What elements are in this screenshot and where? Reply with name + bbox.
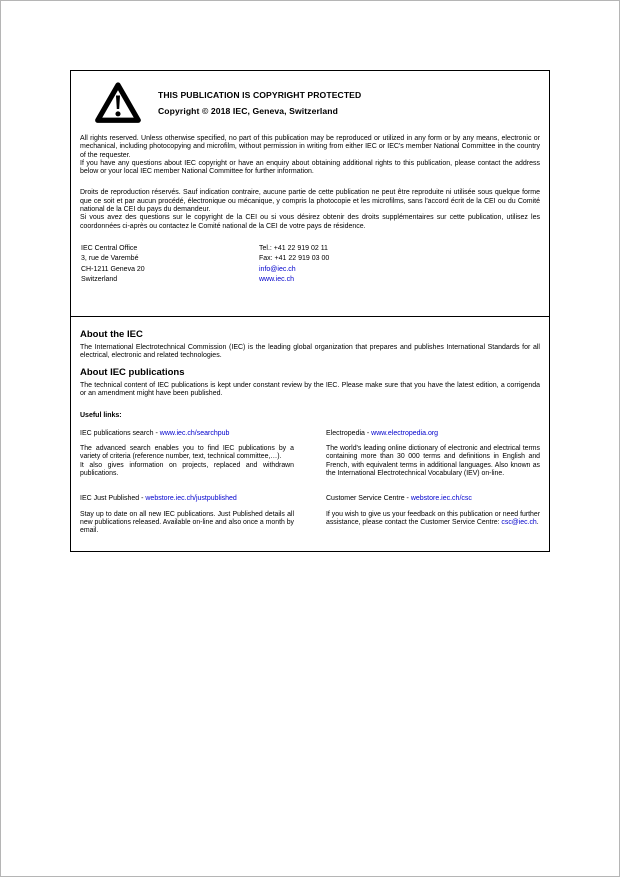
copyright-year-line: Copyright © 2018 IEC, Geneva, Switzerland xyxy=(158,106,338,116)
warning-icon xyxy=(94,81,142,125)
electropedia-link[interactable]: www.electropedia.org xyxy=(371,429,439,437)
useful-link-cell-just-published xyxy=(80,495,294,535)
fax-number: Fax: +41 22 919 03 00 xyxy=(259,255,330,263)
about-publications-heading: About IEC publications xyxy=(80,367,185,379)
address-line: CH-1211 Geneva 20 xyxy=(81,265,145,273)
cell-title-prefix: Electropedia - xyxy=(326,429,372,437)
cell-body: The advanced search enables you to find IEC publications by a variety of criteria (reference number, text, technical committee,…). xyxy=(80,445,294,461)
contact-row xyxy=(81,254,540,264)
about-section xyxy=(71,316,549,552)
copyright-notice-en-part2: If you have any questions about IEC copyright or have an enquiry about obtaining additional rights to this publication, please contact the address below or your local IEC member National Committee for further information. xyxy=(80,159,540,176)
about-publications-paragraph: The technical content of IEC publications is kept under constant review by the IEC. Please make sure that you have the latest edition, a corrigenda or an amendment might have been published. xyxy=(80,382,540,398)
copyright-frame xyxy=(70,70,550,552)
about-iec-heading: About the IEC xyxy=(80,328,143,340)
phone-number: Tel.: +41 22 919 02 11 xyxy=(259,244,328,252)
copyright-notice-en-part1: All rights reserved. Unless otherwise specified, no part of this publication may be reproduced or utilized in any form or by any means, electronic or mechanical, including photocopying and microfilm, without permission in writing from either IEC or IEC's member National Committee in the country of the requester. xyxy=(80,135,540,159)
copyright-notice-fr-part1: Droits de reproduction réservés. Sauf indication contraire, aucune partie de cette publication ne peut être reproduite ni utilisée sous quelque forme que ce soit et par aucun procédé, électronique ou mécanique, y compris la photocopie et les microfilms, sans l'accord écrit de la CEI ou du Comité national de la CEI du pays du demandeur. xyxy=(80,189,540,214)
copyright-notice-fr-part2: Si vous avez des questions sur le copyright de la CEI ou si vous désirez obtenir des droits supplémentaires sur cette publication, utilisez les coordonnées ci-après ou contactez le Comité national de la CEI de votre pays de résidence. xyxy=(80,214,540,230)
cell-body-text: If you wish to give us your feedback on this publication or need further assistance, please contact the Customer Service Centre: xyxy=(326,510,540,526)
address-line: Switzerland xyxy=(81,276,118,284)
contact-block xyxy=(81,244,540,286)
copyright-section xyxy=(71,71,549,316)
useful-links-grid xyxy=(80,430,540,535)
contact-row xyxy=(81,275,540,285)
useful-links-label: Useful links: xyxy=(80,411,122,419)
cell-body xyxy=(326,511,540,527)
iec-email-link[interactable]: info@iec.ch xyxy=(259,265,296,273)
cell-title-prefix: IEC publications search - xyxy=(80,429,160,437)
customer-service-link[interactable]: webstore.iec.ch/csc xyxy=(410,495,472,503)
cell-body: Stay up to date on all new IEC publications. Just Published details all new publications released. Available on-line and also once a month by email. xyxy=(80,510,295,534)
cell-body: It also gives information on projects, replaced and withdrawn publications. xyxy=(80,461,294,477)
useful-link-cell-customer-service xyxy=(326,495,540,535)
copyright-protected-title: THIS PUBLICATION IS COPYRIGHT PROTECTED xyxy=(158,90,362,100)
cell-body-suffix: . xyxy=(536,518,539,526)
cell-title xyxy=(326,495,540,504)
contact-row xyxy=(81,244,540,254)
useful-link-cell-electropedia xyxy=(326,430,540,478)
copyright-header xyxy=(94,81,540,125)
cell-body: The world's leading online dictionary of electronic and electrical terms containing more than 30 000 terms and definitions in English and French, with equivalent terms in additional languages. Also known as the International Electrotechnical Vocabulary (IEV) on-line. xyxy=(326,445,540,477)
iec-website-link[interactable]: www.iec.ch xyxy=(259,276,295,284)
paragraph-gap xyxy=(80,176,540,189)
contact-row xyxy=(81,265,540,275)
useful-link-cell-publications-search xyxy=(80,430,294,478)
about-iec-paragraph: The International Electrotechnical Commission (IEC) is the leading global organization that prepares and publishes International Standards for all electrical, electronic and related technologies. xyxy=(80,343,540,359)
cell-title xyxy=(326,430,540,439)
cell-title-prefix: IEC Just Published - xyxy=(80,495,146,503)
copyright-titles xyxy=(158,87,361,119)
address-line: IEC Central Office xyxy=(81,244,138,252)
cell-title-prefix: Customer Service Centre - xyxy=(326,495,411,503)
cell-title xyxy=(80,495,294,504)
csc-email-link[interactable]: csc@iec.ch xyxy=(501,518,537,526)
address-line: 3, rue de Varembé xyxy=(81,255,139,263)
cell-title xyxy=(80,430,294,439)
publications-search-link[interactable]: www.iec.ch/searchpub xyxy=(159,429,230,437)
just-published-link[interactable]: webstore.iec.ch/justpublished xyxy=(145,495,237,503)
